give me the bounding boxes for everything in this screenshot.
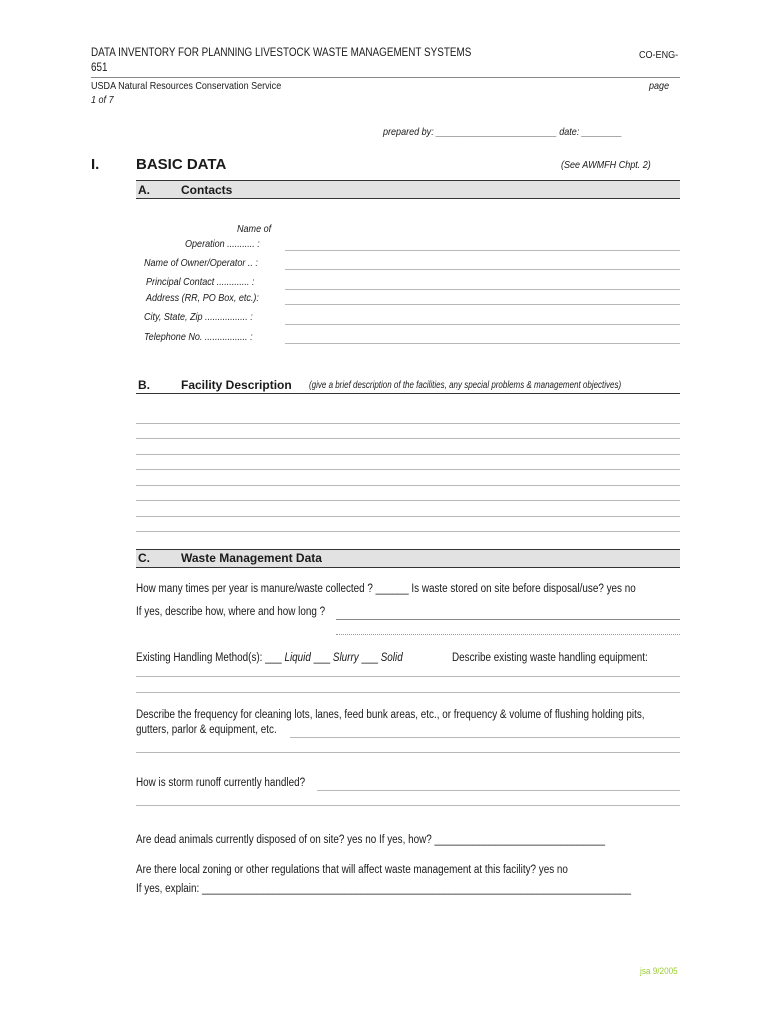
section-title: BASIC DATA [136,156,227,173]
label-name-of: Name of [237,223,272,235]
waste-letter: C. [138,551,150,565]
document-title: DATA INVENTORY FOR PLANNING LIVESTOCK WASTE MANAGEMENT SYSTEMS [91,47,472,59]
question-zoning-explain: If yes, explain: ______________________________________________________________________________ [136,883,631,895]
facility-line-5[interactable] [136,485,680,486]
section-roman: I. [91,156,100,173]
storm-runoff-line-2[interactable] [136,805,680,806]
equipment-line-2[interactable] [136,692,680,693]
waste-title: Waste Management Data [181,551,322,565]
option-slurry[interactable]: Slurry [332,652,359,664]
page-number: 1 of 7 [91,94,114,106]
equipment-line-1[interactable] [136,676,680,677]
facility-line-8[interactable] [136,531,680,532]
telephone-field[interactable] [285,343,680,344]
revision-stamp: jsa 9/2005 [640,966,678,977]
contacts-title: Contacts [181,183,233,197]
question-collection-frequency: How many times per year is manure/waste collected ? ______ Is waste stored on site before disposal/use? yes no [136,583,636,595]
label-city-state-zip: City, State, Zip ................. : [144,311,253,323]
facility-title: Facility Description [181,378,292,392]
form-code-continued: 651 [91,62,108,74]
option-liquid[interactable]: Liquid [284,652,311,664]
question-storage-description: If yes, describe how, where and how long ? [136,606,326,618]
label-telephone: Telephone No. ................. : [144,331,253,343]
question-equipment: Describe existing waste handling equipment: [452,652,648,664]
storm-runoff-field[interactable] [317,790,680,791]
facility-header-rule [136,393,680,394]
question-storm-runoff: How is storm runoff currently handled? [136,777,306,789]
cleaning-frequency-line-2[interactable] [136,752,680,753]
facility-line-2[interactable] [136,438,680,439]
storage-description-field[interactable] [336,619,680,620]
facility-line-3[interactable] [136,454,680,455]
label-principal-contact: Principal Contact ............. : [146,276,255,288]
contacts-letter: A. [138,183,150,197]
facility-line-4[interactable] [136,469,680,470]
facility-note: (give a brief description of the facilities, any special problems & management objectives) [309,380,622,391]
question-cleaning-frequency-2: gutters, parlor & equipment, etc. [136,724,277,736]
owner-field[interactable] [285,269,680,270]
section-reference: (See AWMFH Chpt. 2) [561,159,651,171]
form-code: CO-ENG- [639,49,679,61]
facility-letter: B. [138,378,150,392]
agency-name: USDA Natural Resources Conservation Service [91,80,282,92]
storage-description-field-2[interactable] [336,634,680,635]
operation-name-field[interactable] [285,250,680,251]
question-zoning: Are there local zoning or other regulations that will affect waste management at this facility? yes no [136,864,568,876]
question-dead-animals: Are dead animals currently disposed of on site? yes no If yes, how? _______________________________ [136,834,606,846]
question-handling-method: Existing Handling Method(s): ___ Liquid ___ Slurry ___ Solid [136,652,403,664]
facility-line-7[interactable] [136,516,680,517]
facility-line-6[interactable] [136,500,680,501]
label-operation: Operation ........... : [185,238,260,250]
option-solid[interactable]: Solid [380,652,403,664]
header-rule [91,77,680,78]
cleaning-frequency-field[interactable] [290,737,680,738]
prepared-by-field[interactable]: prepared by: ________________________ date: ________ [383,126,623,138]
principal-contact-field[interactable] [285,289,680,290]
page-label: page [649,80,670,92]
label-address: Address (RR, PO Box, etc.): [146,292,259,304]
facility-line-1[interactable] [136,423,680,424]
city-state-zip-field[interactable] [285,324,680,325]
question-cleaning-frequency: Describe the frequency for cleaning lots, lanes, feed bunk areas, etc., or frequency & volume of flushing holding pits, [136,709,645,721]
address-field[interactable] [285,304,680,305]
label-owner: Name of Owner/Operator .. : [144,257,258,269]
